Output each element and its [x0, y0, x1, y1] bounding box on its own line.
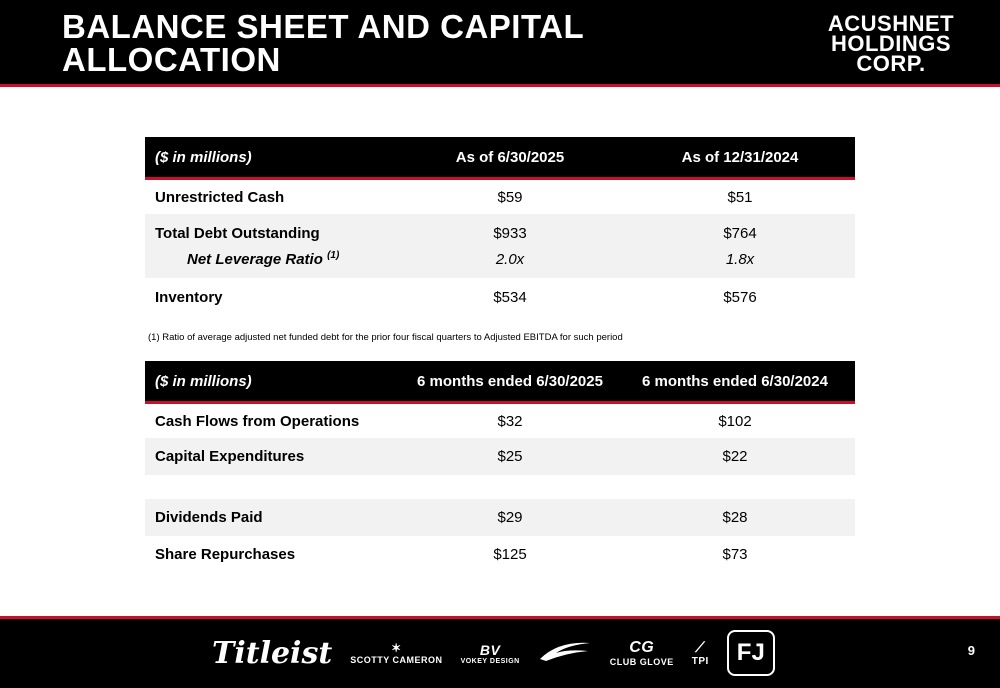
row-label: Dividends Paid: [145, 509, 405, 526]
table-row: [145, 499, 855, 536]
company-logo: [816, 11, 966, 76]
balance-sheet-table: [145, 137, 855, 316]
brand-line-3: CORP.: [856, 51, 926, 76]
vokey-design-logo: BV VOKEY DESIGN: [460, 641, 520, 665]
brand-line-2: HOLDINGS: [830, 31, 952, 56]
kjus-logo: [538, 639, 592, 668]
row-label: Share Repurchases: [155, 545, 296, 563]
tpi-logo: ⟋ TPI: [691, 639, 709, 667]
row-label: Capital Expenditures: [145, 448, 405, 465]
table-header: [145, 137, 855, 180]
tpi-text: TPI: [691, 656, 709, 667]
header-cell-units: ($ in millions): [155, 372, 252, 390]
row-value: $125: [493, 545, 527, 563]
table-row: [145, 278, 855, 316]
row-value: $102: [718, 412, 752, 430]
row-label: Inventory: [155, 288, 223, 306]
table-row: [145, 214, 855, 278]
net-leverage-label: Net Leverage Ratio: [187, 251, 323, 268]
table-header: [145, 361, 855, 404]
header-cell-col1: As of 6/30/2025: [455, 148, 565, 166]
cash-flow-table: [145, 361, 855, 572]
table-row: [145, 180, 855, 214]
fj-logo: FJ: [727, 630, 775, 676]
row-value: $576: [723, 288, 757, 306]
row-value: $59: [497, 188, 523, 206]
row-value: $22: [722, 448, 748, 465]
header-cell-col2: As of 12/31/2024: [681, 148, 799, 166]
footnote: (1) Ratio of average adjusted net funded debt for the prior four fiscal quarters to Adjusted EBITDA for such period: [148, 332, 623, 343]
page-title: BALANCE SHEET AND CAPITAL ALLOCATION: [62, 8, 584, 78]
table-row: [145, 536, 855, 572]
row-value: $29: [497, 509, 523, 526]
row-value: $51: [727, 188, 753, 206]
row-value: $32: [497, 412, 523, 430]
row-spacer: [145, 475, 855, 499]
row-value: $764: [723, 224, 757, 242]
row-value: $73: [722, 545, 748, 563]
scotty-cameron-logo: ✶ SCOTTY CAMERON: [350, 641, 443, 665]
row-value: $25: [497, 448, 523, 465]
row-label: [145, 250, 395, 268]
scotty-cameron-text: SCOTTY CAMERON: [350, 655, 443, 665]
header-bar: [0, 0, 1000, 87]
row-value: 1.8x: [725, 250, 755, 268]
table-row: [145, 438, 855, 475]
row-value: 2.0x: [495, 250, 525, 268]
row-label: Unrestricted Cash: [155, 188, 285, 206]
swoosh-icon: [538, 639, 592, 663]
page-number: 9: [967, 643, 975, 658]
footer-bar: [0, 616, 1000, 688]
table-row: [145, 404, 855, 438]
row-label: Total Debt Outstanding: [145, 225, 395, 242]
row-value: $534: [493, 288, 527, 306]
row-label: Cash Flows from Operations: [155, 412, 360, 430]
brand-line-1: ACUSHNET: [827, 11, 955, 36]
header-cell-col2: 6 months ended 6/30/2024: [642, 372, 828, 390]
footnote-marker: (1): [327, 250, 340, 261]
brand-logos: [212, 627, 775, 679]
header-cell-col1: 6 months ended 6/30/2025: [417, 372, 603, 390]
titleist-logo: Titleist: [212, 635, 333, 671]
club-glove-logo: CG CLUB GLOVE: [609, 639, 674, 667]
row-value: $933: [493, 224, 527, 242]
vokey-design-text: VOKEY DESIGN: [460, 657, 520, 665]
club-glove-text: CLUB GLOVE: [609, 657, 674, 667]
header-cell-units: ($ in millions): [155, 148, 252, 166]
row-value: $28: [722, 509, 748, 526]
